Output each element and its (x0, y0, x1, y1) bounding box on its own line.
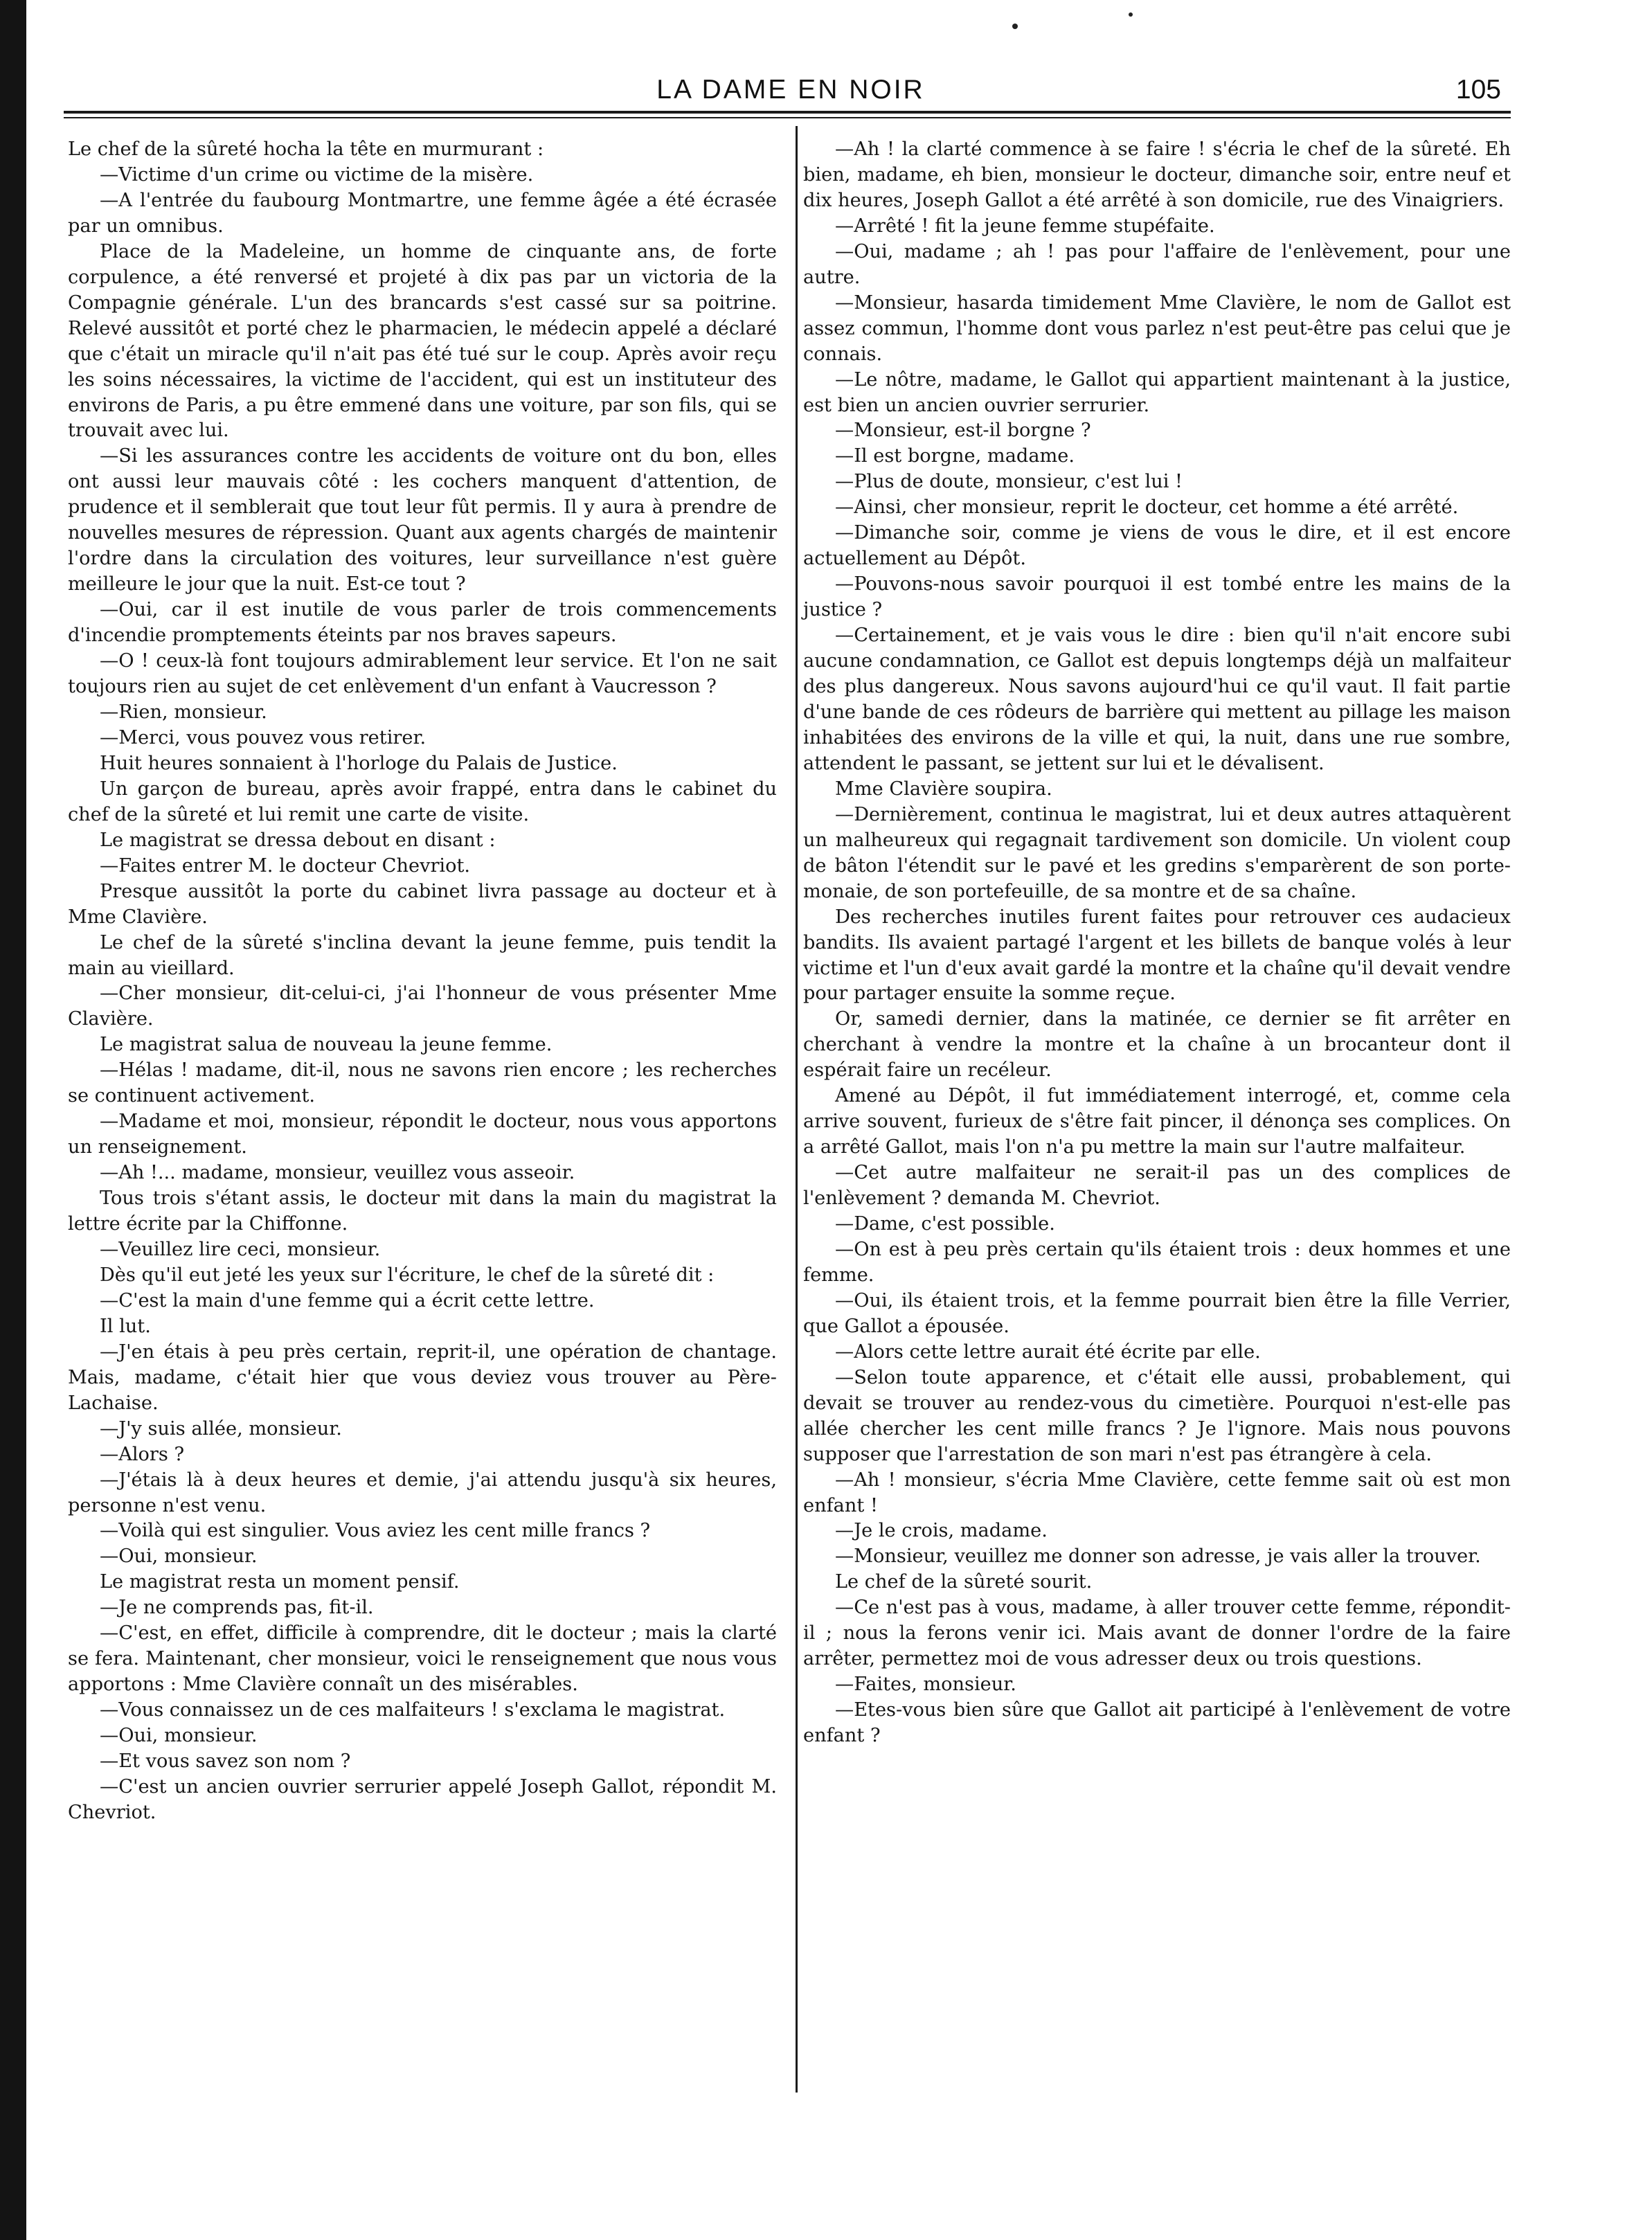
paragraph: —Plus de doute, monsieur, c'est lui ! (835, 471, 1183, 493)
paragraph: —Ah !... madame, monsieur, veuillez vous asseoir. (100, 1162, 575, 1184)
page-number: 105 (1455, 75, 1501, 105)
paragraph: —O ! ceux-là font toujours admirablement leur service. Et l'on ne sait toujours rien au sujet de cet enlèvement d'un enfant à Vaucresson ? (68, 650, 777, 698)
paragraph: Le chef de la sûreté s'inclina devant la jeune femme, puis tendit la main au vieillard. (68, 931, 777, 979)
paragraph: —Monsieur, veuillez me donner son adresse, je vais aller la trouver. (835, 1545, 1481, 1568)
paragraph: —Oui, ils étaient trois, et la femme pourrait bien être la fille Verrier, que Gallot a épousée. (803, 1289, 1511, 1337)
paragraph: —Vous connaissez un de ces malfaiteurs ! s'exclama le magistrat. (100, 1699, 726, 1721)
paragraph: —Cet autre malfaiteur ne serait-il pas un des complices de l'enlèvement ? demanda M. Chevriot. (803, 1162, 1511, 1210)
paragraph: —Veuillez lire ceci, monsieur. (100, 1238, 381, 1260)
paragraph: Le magistrat salua de nouveau la jeune femme. (100, 1034, 553, 1056)
paragraph: —Le nôtre, madame, le Gallot qui appartient maintenant à la justice, est bien un ancien ouvrier serrurier. (803, 368, 1511, 416)
paragraph: —Alors cette lettre aurait été écrite par elle. (835, 1341, 1261, 1363)
paragraph: —Pouvons-nous savoir pourquoi il est tombé entre les mains de la justice ? (803, 573, 1511, 621)
paragraph: —A l'entrée du faubourg Montmartre, une femme âgée a été écrasée par un omnibus. (68, 189, 777, 237)
paragraph: —Alors ? (100, 1443, 185, 1465)
paragraph: Des recherches inutiles furent faites pour retrouver ces audacieux bandits. Ils avaient partagé l'argent et les billets de banque volés à leur victime et l'un d'eux avait gardé la montre et la chaîne qu'il devait vendre pour partager ensuite la somme reçue. (803, 906, 1511, 1005)
paragraph: Un garçon de bureau, après avoir frappé, entra dans le cabinet du chef de la sûreté et lui remit une carte de visite. (68, 778, 777, 825)
paragraph: —Si les assurances contre les accidents de voiture ont du bon, elles ont aussi leur mauvais côté : les cochers manquent d'attention, de prudence et il semblerait que tout leur fût permis. Il y aura à prendre de nouvelles mesures de répression. Quant aux agents chargés de maintenir l'ordre dans la circulation des voitures, leur surveillance n'est guère meilleure le jour que la nuit. Est-ce tout ? (68, 445, 777, 595)
header-rule (64, 111, 1511, 114)
paragraph: —Cher monsieur, dit-celui-ci, j'ai l'honneur de vous présenter Mme Clavière. (68, 983, 777, 1030)
paragraph: —Faites entrer M. le docteur Chevriot. (100, 854, 471, 877)
paragraph: —Oui, madame ; ah ! pas pour l'affaire de l'enlèvement, pour une autre. (803, 240, 1511, 288)
paragraph: —Oui, monsieur. (100, 1545, 258, 1568)
paragraph: —J'y suis allée, monsieur. (100, 1417, 342, 1440)
right-column (803, 137, 1511, 1749)
paragraph: Le chef de la sûreté sourit. (835, 1571, 1093, 1593)
header-rule (64, 117, 1511, 118)
paragraph: —C'est un ancien ouvrier serrurier appelé Joseph Gallot, répondit M. Chevriot. (68, 1776, 777, 1823)
paragraph: —C'est, en effet, difficile à comprendre, dit le docteur ; mais la clarté se fera. Maintenant, cher monsieur, voici le renseignement que nous vous apportons : Mme Clavière connaît un des misérables. (68, 1622, 777, 1696)
paragraph: Il lut. (100, 1315, 151, 1337)
paragraph: —Il est borgne, madame. (835, 445, 1075, 467)
paragraph: —Etes-vous bien sûre que Gallot ait participé à l'enlèvement de votre enfant ? (803, 1699, 1511, 1747)
paragraph: —Victime d'un crime ou victime de la misère. (100, 163, 534, 186)
paragraph: —Ah ! monsieur, s'écria Mme Clavière, cette femme sait où est mon enfant ! (803, 1469, 1511, 1516)
paragraph: —On est à peu près certain qu'ils étaient trois : deux hommes et une femme. (803, 1238, 1511, 1286)
paragraph: Tous trois s'étant assis, le docteur mit dans la main du magistrat la lettre écrite par la Chiffonne. (68, 1188, 777, 1235)
paragraph: —Hélas ! madame, dit-il, nous ne savons rien encore ; les recherches se continuent activement. (68, 1059, 777, 1107)
paragraph: Huit heures sonnaient à l'horloge du Palais de Justice. (100, 752, 618, 774)
paragraph: —Ce n'est pas à vous, madame, à aller trouver cette femme, répondit-il ; nous la ferons venir ici. Mais avant de donner l'ordre de la faire arrêter, permettez moi de vous adresser deux ou trois questions. (803, 1597, 1511, 1670)
binding-edge (0, 0, 26, 2240)
paragraph: —Ainsi, cher monsieur, reprit le docteur, cet homme a été arrêté. (835, 496, 1459, 519)
paragraph: —Monsieur, est-il borgne ? (835, 420, 1091, 442)
paragraph: —J'en étais à peu près certain, reprit-il, une opération de chantage. Mais, madame, c'était hier que vous deviez vous trouver au Père-Lachaise. (68, 1341, 777, 1414)
paragraph: —Je ne comprends pas, fit-il. (100, 1597, 374, 1619)
paragraph: Dès qu'il eut jeté les yeux sur l'écriture, le chef de la sûreté dit : (100, 1264, 715, 1286)
paragraph: —Je le crois, madame. (835, 1520, 1048, 1542)
left-column (68, 137, 777, 1826)
paragraph: —Merci, vous pouvez vous retirer. (100, 726, 427, 749)
paragraph: —Dimanche soir, comme je viens de vous le dire, et il est encore actuellement au Dépôt. (803, 522, 1511, 570)
paragraph: Le chef de la sûreté hocha la tête en murmurant : (68, 138, 544, 160)
paragraph: Le magistrat se dressa debout en disant : (100, 829, 496, 851)
paragraph: —Selon toute apparence, et c'était elle aussi, probablement, qui devait se trouver au rendez-vous du cimetière. Pourquoi n'est-elle pas allée chercher les cent mille francs ? Je l'ignore. Mais nous pouvons supposer que l'arrestation de son mari n'est pas étrangère à cela. (803, 1366, 1511, 1465)
paragraph: —Monsieur, hasarda timidement Mme Clavière, le nom de Gallot est assez commun, l'homme dont vous parlez n'est peut-être pas celui que je connais. (803, 292, 1511, 365)
paragraph: Or, samedi dernier, dans la matinée, ce dernier se fit arrêter en cherchant à vendre la montre et la chaîne à un brocanteur dont il espérait faire un recéleur. (803, 1008, 1511, 1082)
paragraph: Le magistrat resta un moment pensif. (100, 1571, 460, 1593)
paragraph: —Dame, c'est possible. (835, 1213, 1055, 1235)
paragraph: Mme Clavière soupira. (835, 778, 1052, 800)
column-divider (796, 126, 798, 2093)
paragraph: —Arrêté ! fit la jeune femme stupéfaite. (835, 215, 1215, 237)
paragraph: —Voilà qui est singulier. Vous aviez les cent mille francs ? (100, 1520, 651, 1542)
paragraph: —Madame et moi, monsieur, répondit le docteur, nous vous apportons un renseignement. (68, 1111, 777, 1158)
paragraph: Amené au Dépôt, il fut immédiatement interrogé, et, comme cela arrive souvent, furieux de s'être fait pincer, il dénonça ses complices. On a arrêté Gallot, mais l'on n'a pu mettre la main sur l'autre malfaiteur. (803, 1085, 1511, 1158)
paragraph: —Oui, car il est inutile de vous parler de trois commencements d'incendie promptements éteints par nos braves sapeurs. (68, 599, 777, 647)
paragraph: Place de la Madeleine, un homme de cinquante ans, de forte corpulence, a été renversé et projeté à dix pas par un victoria de la Compagnie générale. L'un des brancards s'est cassé sur sa poitrine. Relevé aussitôt et porté chez le pharmacien, le médecin appelé a déclaré que c'était un miracle qu'il n'ait pas été tué sur le coup. Après avoir reçu les soins nécessaires, la victime de l'accident, qui est un instituteur des environs de Paris, a pu être emmené dans une voiture, par son fils, qui se trouvait avec lui. (68, 240, 777, 442)
paragraph: —C'est la main d'une femme qui a écrit cette lettre. (100, 1289, 595, 1311)
paragraph: —Faites, monsieur. (835, 1674, 1016, 1696)
paragraph: —Rien, monsieur. (100, 701, 267, 723)
ink-speck (1012, 24, 1018, 29)
paragraph: —Dernièrement, continua le magistrat, lui et deux autres attaquèrent un malheureux qui regagnait tardivement son domicile. Un violent coup de bâton l'étendit sur le pavé et les gredins s'emparèrent de son porte-monaie, de son portefeuille, de sa montre et de sa chaîne. (803, 803, 1511, 902)
paragraph: —J'étais là à deux heures et demie, j'ai attendu jusqu'à six heures, personne n'est venu. (68, 1469, 777, 1516)
paragraph: —Ah ! la clarté commence à se faire ! s'écria le chef de la sûreté. Eh bien, madame, eh bien, monsieur le docteur, dimanche soir, entre neuf et dix heures, Joseph Gallot a été arrêté à son domicile, rue des Vinaigriers. (803, 138, 1511, 211)
page-title: LA DAME EN NOIR (656, 75, 925, 105)
paragraph: Presque aussitôt la porte du cabinet livra passage au docteur et à Mme Clavière. (68, 880, 777, 928)
ink-speck (1129, 12, 1133, 17)
running-header (64, 75, 1518, 114)
paragraph: —Oui, monsieur. (100, 1725, 258, 1747)
paragraph: —Certainement, et je vais vous le dire : bien qu'il n'ait encore subi aucune condamnation, ce Gallot est depuis longtemps déjà un malfaiteur des plus dangereux. Nous savons aujourd'hui ce qu'il vaut. Il fait partie d'une bande de ces rôdeurs de barrière qui mettent au pillage les maison inhabitées des environs de la ville et qui, la nuit, dans une rue sombre, attendent le passant, se jettent sur lui et le dévalisent. (803, 625, 1511, 774)
paragraph: —Et vous savez son nom ? (100, 1750, 351, 1773)
